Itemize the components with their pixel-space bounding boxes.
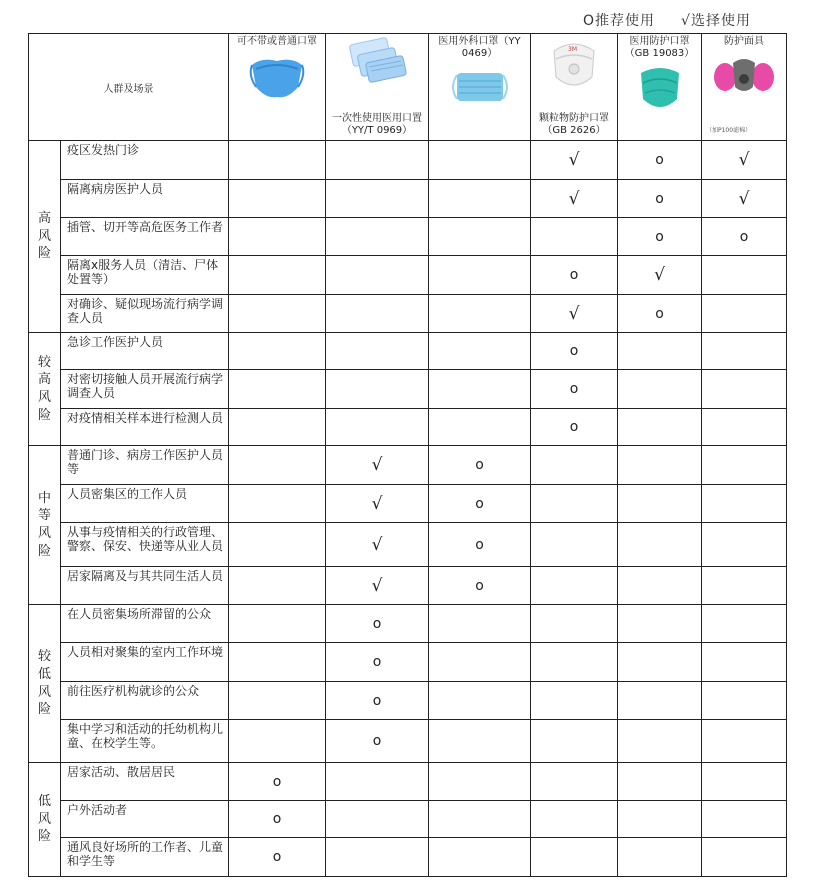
scene-cell: 急诊工作医护人员	[61, 333, 229, 370]
recommend-mark: o	[326, 643, 429, 682]
empty-cell	[229, 295, 326, 333]
scene-cell: 居家活动、散居居民	[61, 763, 229, 801]
p100-note: （加P100滤棉）	[706, 127, 752, 134]
table-row	[29, 605, 787, 643]
empty-cell	[229, 720, 326, 763]
empty-cell	[429, 409, 531, 446]
empty-cell	[618, 643, 702, 682]
recommend-mark: o	[531, 333, 618, 370]
scene-cell: 户外活动者	[61, 801, 229, 838]
empty-cell	[229, 643, 326, 682]
empty-cell	[429, 682, 531, 720]
recommend-mark: o	[429, 446, 531, 485]
recommend-mark: o	[326, 605, 429, 643]
empty-cell	[429, 180, 531, 218]
empty-cell	[618, 567, 702, 605]
empty-cell	[326, 333, 429, 370]
empty-cell	[326, 295, 429, 333]
optional-mark: √	[326, 567, 429, 605]
scene-cell: 隔离病房医护人员	[61, 180, 229, 218]
empty-cell	[229, 446, 326, 485]
surgical-mask-icon	[447, 63, 513, 111]
scene-cell: 人员相对聚集的室内工作环境	[61, 643, 229, 682]
empty-cell	[618, 801, 702, 838]
table-row	[29, 295, 787, 333]
risk-level-cell: 中等风险	[29, 446, 61, 605]
recommend-mark: o	[429, 485, 531, 523]
empty-cell	[702, 801, 787, 838]
scene-cell: 居家隔离及与其共同生活人员	[61, 567, 229, 605]
table-row	[29, 256, 787, 295]
optional-mark: √	[618, 256, 702, 295]
empty-cell	[618, 523, 702, 567]
table-row	[29, 763, 787, 801]
empty-cell	[429, 643, 531, 682]
optional-mark: √	[531, 295, 618, 333]
empty-cell	[429, 801, 531, 838]
empty-cell	[618, 838, 702, 877]
recommend-mark: o	[618, 180, 702, 218]
recommend-mark: o	[531, 409, 618, 446]
scene-cell: 在人员密集场所滞留的公众	[61, 605, 229, 643]
empty-cell	[531, 605, 618, 643]
empty-cell	[326, 763, 429, 801]
empty-cell	[618, 409, 702, 446]
optional-mark: √	[326, 523, 429, 567]
legend-recommend: O推荐使用	[583, 13, 656, 29]
scene-cell: 通风良好场所的工作者、儿童和学生等	[61, 838, 229, 877]
empty-cell	[531, 682, 618, 720]
scene-cell: 对确诊、疑似现场流行病学调查人员	[61, 295, 229, 333]
empty-cell	[702, 682, 787, 720]
empty-cell	[531, 218, 618, 256]
optional-mark: √	[531, 180, 618, 218]
optional-mark: √	[531, 141, 618, 180]
empty-cell	[618, 333, 702, 370]
col-respirator: 防护面具 （加P100滤棉）	[702, 34, 787, 141]
empty-cell	[429, 720, 531, 763]
recommend-mark: o	[229, 801, 326, 838]
medical-protective-mask-icon	[635, 63, 685, 117]
empty-cell	[429, 838, 531, 877]
table-row	[29, 682, 787, 720]
table-row	[29, 180, 787, 218]
empty-cell	[429, 370, 531, 409]
scene-cell: 对疫情相关样本进行检测人员	[61, 409, 229, 446]
table-row	[29, 720, 787, 763]
col-cloth-mask: 可不带或普通口罩	[229, 34, 326, 141]
empty-cell	[229, 485, 326, 523]
empty-cell	[702, 295, 787, 333]
risk-level-cell: 高风险	[29, 141, 61, 333]
empty-cell	[702, 485, 787, 523]
empty-cell	[326, 409, 429, 446]
empty-cell	[618, 682, 702, 720]
table-row	[29, 838, 787, 877]
table-row	[29, 446, 787, 485]
recommend-mark: o	[531, 256, 618, 295]
scene-cell: 人员密集区的工作人员	[61, 485, 229, 523]
empty-cell	[702, 370, 787, 409]
empty-cell	[531, 763, 618, 801]
empty-cell	[702, 720, 787, 763]
col-disposable-mask: 一次性使用医用口置（YY/T 0969）	[326, 34, 429, 141]
empty-cell	[429, 141, 531, 180]
empty-cell	[702, 523, 787, 567]
optional-mark: √	[326, 485, 429, 523]
empty-cell	[618, 605, 702, 643]
empty-cell	[229, 256, 326, 295]
empty-cell	[326, 256, 429, 295]
col-n95-mask: 3M 颗粒物防护口罩（GB 2626）	[531, 34, 618, 141]
empty-cell	[531, 643, 618, 682]
col-surgical-mask: 医用外科口罩（YY 0469）	[429, 34, 531, 141]
empty-cell	[702, 333, 787, 370]
mask-usage-table	[28, 33, 787, 877]
n95-mask-icon	[546, 37, 602, 93]
empty-cell	[429, 295, 531, 333]
recommend-mark: o	[326, 720, 429, 763]
empty-cell	[229, 523, 326, 567]
empty-cell	[618, 370, 702, 409]
table-row	[29, 370, 787, 409]
recommend-mark: o	[702, 218, 787, 256]
empty-cell	[429, 605, 531, 643]
table-row	[29, 333, 787, 370]
empty-cell	[531, 567, 618, 605]
empty-cell	[229, 141, 326, 180]
scene-cell: 集中学习和活动的托幼机构儿童、在校学生等。	[61, 720, 229, 763]
empty-cell	[229, 333, 326, 370]
legend	[583, 10, 777, 30]
recommend-mark: o	[229, 838, 326, 877]
empty-cell	[429, 218, 531, 256]
table-row	[29, 523, 787, 567]
empty-cell	[618, 485, 702, 523]
scene-cell: 从事与疫情相关的行政管理、警察、保安、快递等从业人员	[61, 523, 229, 567]
empty-cell	[618, 446, 702, 485]
table-row	[29, 643, 787, 682]
scene-cell: 前往医疗机构就诊的公众	[61, 682, 229, 720]
respirator-icon	[713, 51, 775, 97]
optional-mark: √	[702, 141, 787, 180]
risk-level-cell: 低风险	[29, 763, 61, 877]
table-row	[29, 801, 787, 838]
empty-cell	[531, 446, 618, 485]
recommend-mark: o	[618, 218, 702, 256]
empty-cell	[702, 643, 787, 682]
table-body	[29, 141, 787, 877]
scene-cell: 普通门诊、病房工作医护人员等	[61, 446, 229, 485]
col-medical-protective-mask: 医用防护口罩（GB 19083）	[618, 34, 702, 141]
empty-cell	[531, 801, 618, 838]
recommend-mark: o	[429, 523, 531, 567]
table-row	[29, 141, 787, 180]
empty-cell	[702, 446, 787, 485]
recommend-mark: o	[618, 295, 702, 333]
empty-cell	[618, 720, 702, 763]
risk-level-cell: 较高 风险	[29, 333, 61, 446]
empty-cell	[229, 180, 326, 218]
table-row	[29, 409, 787, 446]
empty-cell	[702, 409, 787, 446]
empty-cell	[229, 409, 326, 446]
optional-mark: √	[326, 446, 429, 485]
empty-cell	[531, 838, 618, 877]
empty-cell	[618, 763, 702, 801]
optional-mark: √	[702, 180, 787, 218]
scene-cell: 隔离x服务人员（清洁、尸体处置等）	[61, 256, 229, 295]
table-row	[29, 485, 787, 523]
disposable-mask-icon	[345, 37, 409, 85]
risk-level-cell: 较低风险	[29, 605, 61, 763]
recommend-mark: o	[618, 141, 702, 180]
scene-cell: 插管、切开等高危医务工作者	[61, 218, 229, 256]
table-row	[29, 218, 787, 256]
recommend-mark: o	[531, 370, 618, 409]
empty-cell	[429, 256, 531, 295]
empty-cell	[229, 218, 326, 256]
empty-cell	[702, 838, 787, 877]
empty-cell	[326, 141, 429, 180]
table-row	[29, 567, 787, 605]
empty-cell	[326, 838, 429, 877]
cloth-mask-icon	[248, 51, 306, 103]
empty-cell	[229, 605, 326, 643]
scene-cell: 对密切接触人员开展流行病学调查人员	[61, 370, 229, 409]
svg-text:3M: 3M	[568, 46, 577, 53]
empty-cell	[326, 801, 429, 838]
empty-cell	[702, 256, 787, 295]
empty-cell	[229, 567, 326, 605]
recommend-mark: o	[429, 567, 531, 605]
empty-cell	[702, 567, 787, 605]
empty-cell	[702, 605, 787, 643]
empty-cell	[429, 333, 531, 370]
empty-cell	[326, 180, 429, 218]
recommend-mark: o	[229, 763, 326, 801]
empty-cell	[429, 763, 531, 801]
legend-optional: √选择使用	[681, 13, 751, 29]
scene-header: 人群及场景	[29, 34, 229, 141]
empty-cell	[531, 485, 618, 523]
empty-cell	[229, 682, 326, 720]
empty-cell	[326, 218, 429, 256]
empty-cell	[702, 763, 787, 801]
empty-cell	[326, 370, 429, 409]
recommend-mark: o	[326, 682, 429, 720]
empty-cell	[531, 720, 618, 763]
scene-cell: 疫区发热门诊	[61, 141, 229, 180]
empty-cell	[531, 523, 618, 567]
empty-cell	[229, 370, 326, 409]
